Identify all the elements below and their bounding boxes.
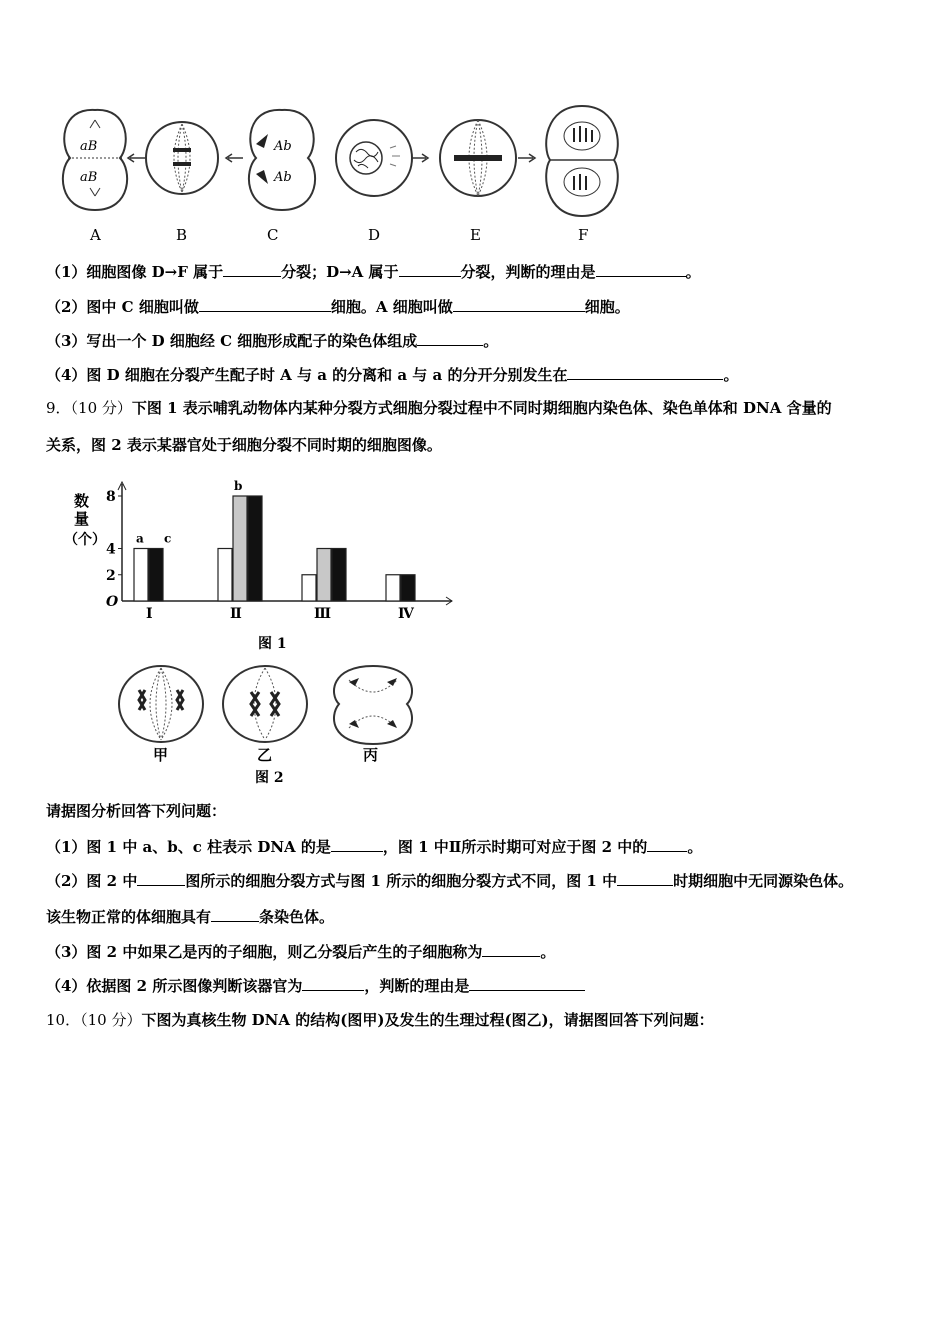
cell-yi	[223, 666, 307, 742]
cell-a-genes-top: aB	[80, 139, 98, 154]
answer-blank[interactable]	[482, 941, 540, 957]
answer-blank[interactable]	[399, 261, 461, 277]
label-yi: 乙	[257, 746, 273, 764]
cell-c-genes-bottom: Ab	[274, 170, 292, 185]
answer-blank[interactable]	[331, 836, 383, 852]
bar-c	[149, 549, 163, 602]
answer-blank[interactable]	[617, 870, 673, 886]
q9-part4: （4）依据图 2 所示图像判断该器官为 ，判断的理由是	[46, 975, 585, 996]
cell-c-genes-top: Ab	[274, 139, 292, 154]
figure-2-caption: 图 2	[255, 770, 284, 786]
q10-intro: 10．（10 分）下图为真核生物 DNA 的结构(图甲)及发生的生理过程(图乙)，请据图回答下列问题：	[46, 1011, 714, 1029]
bar-c	[248, 496, 262, 601]
cell-c	[249, 110, 315, 210]
y-tick-label: 4	[106, 541, 116, 558]
bar-a	[134, 549, 148, 602]
y-tick-label: 2	[106, 567, 116, 584]
label-a: A	[90, 226, 101, 244]
figure-1-bar-chart	[60, 476, 460, 656]
answer-blank[interactable]	[417, 330, 483, 346]
cell-division-figure	[50, 98, 640, 253]
q9-part3: （3）图 2 中如果乙是丙的子细胞，则乙分裂后产生的子细胞称为 。	[46, 943, 556, 961]
q9-intro-2: 关系，图 2 表示某器官处于细胞分裂不同时期的细胞图像。	[46, 436, 442, 454]
cell-e	[440, 120, 516, 196]
label-e: E	[470, 226, 481, 244]
q9-part2: （2）图 2 中 图所示的细胞分裂方式与图 1 所示的细胞分裂方式不同，图 1 中 时期细胞中无同源染色体。	[46, 872, 854, 890]
y-axis-label-1: 数	[74, 492, 90, 510]
bar-a	[302, 575, 316, 601]
label-c: C	[267, 226, 279, 244]
answer-blank[interactable]	[199, 296, 331, 312]
q9-part1: （1）图 1 中 a、b、c 柱表示 DNA 的是 ，图 1 中Ⅱ所示时期可对应于图 2 中的 。	[46, 838, 703, 856]
cell-b	[146, 122, 218, 194]
x-tick-label: Ⅳ	[398, 606, 414, 622]
x-tick-label: Ⅲ	[314, 606, 332, 622]
series-label-c: c	[164, 531, 172, 546]
bar-a	[386, 575, 400, 601]
answer-blank[interactable]	[223, 261, 281, 277]
q8-part2: （2）图中 C 细胞叫做 细胞。A 细胞叫做 细胞。	[46, 298, 630, 316]
x-tick-label: Ⅱ	[230, 606, 242, 622]
answer-blank[interactable]	[567, 364, 723, 380]
chart-title: 图 1	[258, 636, 287, 652]
y-tick-label: 8	[106, 489, 116, 505]
q9-part2-cont: 该生物正常的体细胞具有 条染色体。	[46, 908, 335, 926]
cell-f	[546, 106, 618, 216]
label-bing: 丙	[363, 746, 379, 764]
answer-blank[interactable]	[469, 975, 585, 991]
q9-intro-1: 9．（10 分）下图 1 表示哺乳动物体内某种分裂方式细胞分裂过程中不同时期细胞内染色体、染色单体和 DNA 含量的	[46, 399, 832, 417]
bar-b	[317, 549, 331, 602]
answer-blank[interactable]	[137, 870, 185, 886]
answer-blank[interactable]	[302, 975, 364, 991]
y-tick-label: O	[106, 594, 119, 610]
series-label-b: b	[234, 479, 243, 493]
figure-2-cells	[115, 660, 425, 790]
answer-blank[interactable]	[453, 296, 585, 312]
label-b: B	[176, 226, 188, 244]
bar-a	[218, 549, 232, 602]
answer-blank[interactable]	[211, 906, 259, 922]
bar-c	[401, 575, 415, 601]
q8-part4: （4）图 D 细胞在分裂产生配子时 A 与 a 的分离和 a 与 a 的分开分别发生在 。	[46, 366, 739, 384]
series-label-a: a	[136, 531, 144, 546]
q8-part3: （3）写出一个 D 细胞经 C 细胞形成配子的染色体组成 。	[46, 332, 499, 350]
cell-jia	[119, 666, 203, 742]
answer-blank[interactable]	[647, 836, 687, 852]
q8-part1: （1）细胞图像 D→F 属于 分裂；D→A 属于 分裂，判断的理由是 。	[46, 263, 701, 281]
cell-a	[63, 110, 127, 210]
y-axis-label-3: （个）	[64, 532, 106, 548]
cell-d	[336, 120, 412, 196]
cell-a-genes-bottom: aB	[80, 170, 98, 185]
y-axis-label-2: 量	[74, 510, 90, 528]
answer-blank[interactable]	[596, 261, 686, 277]
label-f: F	[578, 226, 589, 244]
label-d: D	[368, 226, 381, 244]
label-jia: 甲	[153, 746, 169, 764]
bar-c	[332, 549, 346, 602]
cell-bing	[334, 666, 412, 744]
bar-b	[233, 496, 247, 601]
x-tick-label: Ⅰ	[146, 606, 153, 622]
q9-prompt: 请据图分析回答下列问题：	[46, 802, 227, 820]
